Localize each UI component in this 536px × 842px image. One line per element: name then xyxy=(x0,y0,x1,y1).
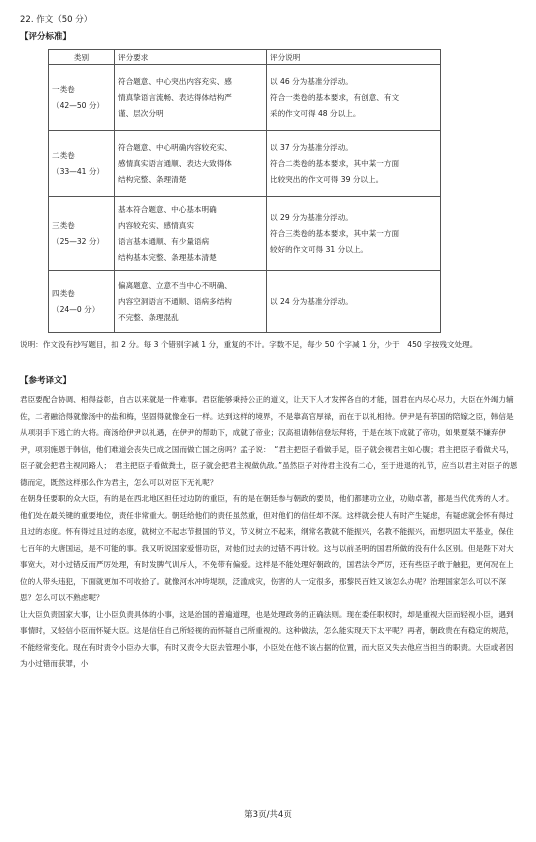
page-number: 第3页/共4页 xyxy=(244,810,292,820)
scoring-standard-heading: 【评分标准】 xyxy=(20,32,72,42)
reference-paragraph: 让大臣负责国家大事，让小臣负责具体的小事，这是治国的普遍道理，也是处理政务的正确法则。现在委任职权时，却是重视大臣而轻视小臣，遇到事情时，又轻信小臣而怀疑大臣。这是信任自己所轻视的而怀疑自己所重视的。这种做法，怎么能实现天下太平呢？再者，朝政贵在有稳定的规范，不能经常变化。现在有时责令小臣办大事，有时又责令大臣去管理小事，小臣处在他不该占据的位置，而大臣又失去他应当担当的职责。大臣或者因为小过错而获罪，小 xyxy=(20,609,514,668)
requirement-line: 偏离题意、立意不当中心不明确、 xyxy=(118,280,232,290)
requirement-line: 结构完整、条理清楚 xyxy=(118,174,187,184)
note-line: 以 46 分为基准分浮动。 xyxy=(270,76,353,86)
category-range: （24—0 分） xyxy=(52,304,100,314)
note-line: 以 29 分为基准分浮动。 xyxy=(270,212,353,222)
reference-paragraph: 在朝身任要职的众大臣，有的是在西北地区担任过边防的重臣，有的是在朝廷参与朝政的要员，他们都建功立业，功勋卓著，都是当代优秀的人才。他们处在最关键的重要地位，责任非常重大。朝廷给他们的责任虽然重，但对他们的信任却不深。这样就会使人有时产生疑虑，有疑虑就会怀有得过且过的态度。怀有得过且过的态度，就树立不起志节报国的节义，节义树立不起来，纲常名教就不能振兴，名教不能振兴，而想巩固太平基业，保住七百年的大唐国运，是不可能的事。我又听说国家爱惜功臣，对他们过去的过错不再计较。这与以前圣明的国君所做的没有什么区别。但是陛下对大事宽大，对小过错反而严厉处理，有时发脾气训斥人，不免带有偏爱。这样是不能处理好朝政的，国君法令严厉，还有些臣子敢于触犯，更何况在上位的人带头违犯，下面就更加不可收拾了。就像河水冲垮堤坝，泛滥成灾，伤害的人一定很多，那黎民百姓又该怎么办呢？治理国家怎么可以不深思？怎么可以不熟虑呢？ xyxy=(20,494,514,602)
requirement-line: 谨、层次分明 xyxy=(118,108,164,118)
category-cell xyxy=(49,131,115,197)
notes-cell xyxy=(267,271,441,333)
note-line: 符合一类卷的基本要求，有创意、有文 xyxy=(270,92,400,102)
category-cell xyxy=(49,65,115,131)
requirements-cell xyxy=(115,131,267,197)
scoring-table xyxy=(48,49,441,333)
reference-translation xyxy=(20,392,520,673)
requirement-line: 情真挚语言流畅、表达得体结构严 xyxy=(118,92,232,102)
notes-cell xyxy=(267,197,441,271)
category-cell xyxy=(49,271,115,333)
requirement-line: 内容较充实、感情真实 xyxy=(118,220,194,230)
requirements-cell xyxy=(115,197,267,271)
note-line: 以 37 分为基准分浮动。 xyxy=(270,142,353,152)
reference-translation-heading: 【参考译文】 xyxy=(20,376,72,386)
header-notes: 评分说明 xyxy=(267,50,441,65)
notes-cell xyxy=(267,65,441,131)
category-name: 四类卷 xyxy=(52,288,75,298)
category-range: （42—50 分） xyxy=(52,100,105,110)
requirement-line: 基本符合题意、中心基本明确 xyxy=(118,204,217,214)
table-row xyxy=(49,131,441,197)
requirements-cell xyxy=(115,271,267,333)
header-category: 类别 xyxy=(49,50,115,65)
category-name: 三类卷 xyxy=(52,220,75,230)
requirements-cell xyxy=(115,65,267,131)
note-line: 采的作文可得 48 分以上。 xyxy=(270,108,361,118)
category-range: （25—32 分） xyxy=(52,236,105,246)
category-name: 一类卷 xyxy=(52,84,75,94)
note-line: 以 24 分为基准分浮动。 xyxy=(270,296,353,306)
requirement-line: 内容空洞语言不通顺、语病多结构 xyxy=(118,296,232,306)
category-name: 二类卷 xyxy=(52,150,75,160)
requirement-line: 符合题意、中心突出内容充实、感 xyxy=(118,76,232,86)
note-line: 符合二类卷的基本要求，其中某一方面 xyxy=(270,158,400,168)
requirement-line: 感情真实语言通顺、表达大致得体 xyxy=(118,158,232,168)
requirement-line: 符合题意、中心明确内容较充实、 xyxy=(118,142,232,152)
requirement-line: 不完整、条理混乱 xyxy=(118,312,179,322)
requirement-line: 语言基本通顺、有少量语病 xyxy=(118,236,210,246)
table-header-row xyxy=(49,50,441,65)
scoring-note: 说明：作文没有抄写题目，扣 2 分。每 3 个错别字减 1 分，重复的不计。字数不足，每少 50 个字减 1 分，少于 450 字按残文处理。 xyxy=(20,340,478,349)
table-row xyxy=(49,65,441,131)
category-cell xyxy=(49,197,115,271)
note-line: 符合三类卷的基本要求，其中某一方面 xyxy=(270,228,400,238)
note-line: 比较突出的作文可得 39 分以上。 xyxy=(270,174,384,184)
header-requirements: 评分要求 xyxy=(115,50,267,65)
category-range: （33—41 分） xyxy=(52,166,105,176)
table-row xyxy=(49,197,441,271)
reference-paragraph: 君臣要配合协调、相得益彰，自古以来就是一件难事。君臣能够秉持公正的道义，让天下人才发挥各自的才能，国君在内尽心尽力，大臣在外竭力辅佐，二者融洽得就像汤中的盐和梅，坚固得就像金石一样。达到这样的境界，不是靠高官厚禄，而在于以礼相待。伊尹是有莘国的陪嫁之臣，韩信是从项羽手下逃亡的大将。商汤给伊尹以礼遇，在伊尹的帮助下，成就了帝业；汉高祖请韩信登坛拜将，于是在垓下成就了帝功，如果夏桀不嫌弃伊尹，项羽施恩于韩信，他们难道会丧失已成之国而做亡国之房吗？孟子说： “君主把臣子看做手足，臣子就会视君主如心腹；君主把臣子看做犬马，臣子就会把君主视同路人； 君主把臣子看做粪土，臣子就会把君主视做仇敌。”虽然臣子对待君主没有二心，至于进退的礼节，应当以君主对臣子的恩德而定，既然这样那么作为君主，怎么可以对臣下无礼呢？ xyxy=(20,395,518,487)
question-title: 22. 作文（50 分） xyxy=(20,15,93,25)
table-row xyxy=(49,271,441,333)
requirement-line: 结构基本完整、条理基本清楚 xyxy=(118,252,217,262)
notes-cell xyxy=(267,131,441,197)
note-line: 较好的作文可得 31 分以上。 xyxy=(270,244,369,254)
